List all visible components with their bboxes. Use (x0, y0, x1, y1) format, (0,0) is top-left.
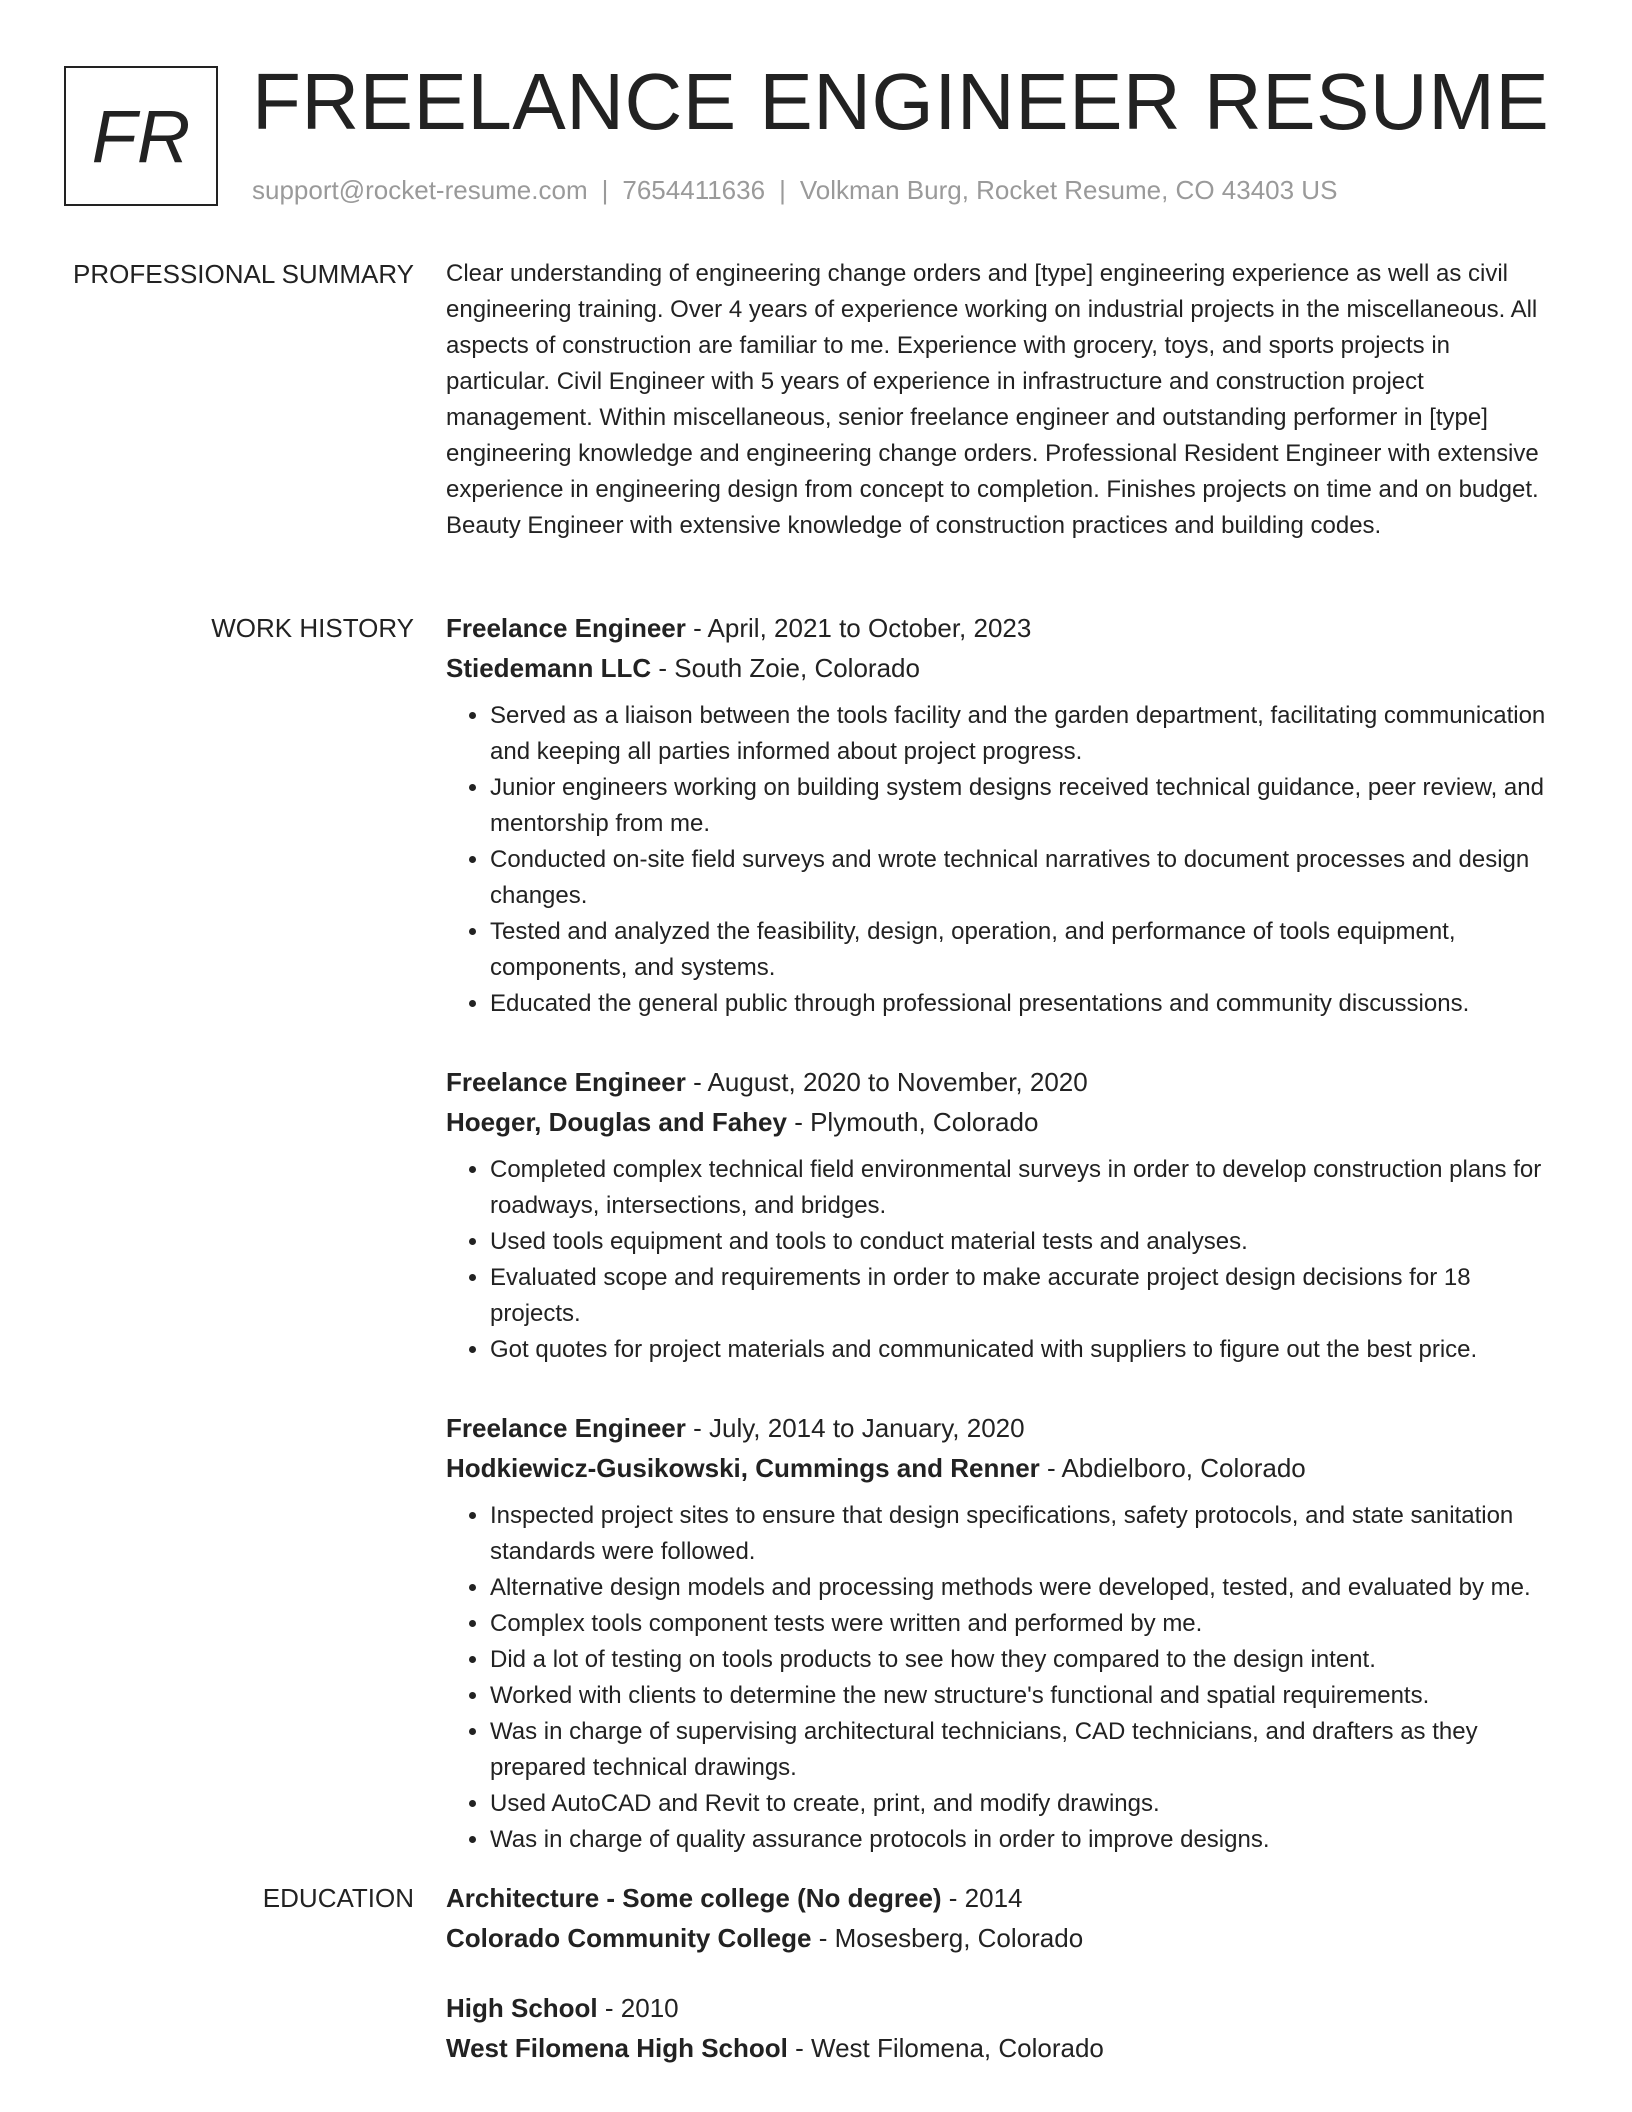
education-school: Colorado Community College (446, 1923, 812, 1953)
contact-phone[interactable]: 7654411636 (622, 175, 766, 205)
job-company: Stiedemann LLC (446, 653, 652, 683)
work-history-heading: WORK HISTORY (211, 613, 414, 643)
education-school: West Filomena High School (446, 2033, 788, 2063)
education-year: - 2014 (941, 1883, 1023, 1913)
job-location: - Abdielboro, Colorado (1039, 1453, 1306, 1483)
contact-address: Volkman Burg, Rocket Resume, CO 43403 US (799, 175, 1338, 205)
job-bullet: • Completed complex technical field environmental surveys in order to develop construction plans for roadways, intersections, and bridges. (490, 1152, 1566, 1224)
job-bullets (446, 1152, 1566, 1368)
job-bullet: • Evaluated scope and requirements in order to make accurate project design decisions for 18 projects. (490, 1260, 1566, 1332)
job-dates: - July, 2014 to January, 2020 (685, 1413, 1025, 1443)
job-entry (446, 1062, 1566, 1368)
job-title-line (446, 1408, 1566, 1448)
education-school-line (446, 2028, 1566, 2068)
job-bullet: • Was in charge of quality assurance protocols in order to improve designs. (490, 1822, 1566, 1858)
job-company: Hoeger, Douglas and Fahey (446, 1107, 787, 1137)
job-title-line (446, 1062, 1566, 1102)
resume-title: FREELANCE ENGINEER RESUME (252, 57, 1550, 146)
education-entry (446, 1988, 1566, 2068)
contact-line (252, 172, 1337, 208)
contact-separator: | (779, 175, 786, 205)
education-entry (446, 1878, 1566, 1958)
job-bullet: • Complex tools component tests were written and performed by me. (490, 1606, 1566, 1642)
monogram-logo (64, 66, 218, 206)
job-title-line (446, 608, 1566, 648)
job-dates: - August, 2020 to November, 2020 (685, 1067, 1088, 1097)
job-bullet: • Worked with clients to determine the new structure's functional and spatial requirements. (490, 1678, 1566, 1714)
education-degree-line (446, 1988, 1566, 2028)
job-bullet: • Educated the general public through professional presentations and community discussions. (490, 986, 1566, 1022)
job-title: Freelance Engineer (446, 1413, 686, 1443)
job-bullet: • Junior engineers working on building system designs received technical guidance, peer review, and mentorship from me. (490, 770, 1566, 842)
contact-separator: | (601, 175, 609, 205)
job-bullets (446, 1498, 1566, 1858)
job-bullet: • Used AutoCAD and Revit to create, print, and modify drawings. (490, 1786, 1566, 1822)
job-title: Freelance Engineer (446, 1067, 686, 1097)
job-bullet: • Got quotes for project materials and communicated with suppliers to figure out the best price. (490, 1332, 1566, 1368)
job-bullet: • Did a lot of testing on tools products to see how they compared to the design intent. (490, 1642, 1566, 1678)
job-bullet: • Tested and analyzed the feasibility, design, operation, and performance of tools equipment, components, and systems. (490, 914, 1566, 986)
monogram-text: FR (91, 94, 191, 178)
education-school-line (446, 1918, 1566, 1958)
job-company-line (446, 648, 1566, 688)
job-location: - Plymouth, Colorado (786, 1107, 1039, 1137)
job-location: - South Zoie, Colorado (651, 653, 920, 683)
education-degree-line (446, 1878, 1566, 1918)
job-company-line (446, 1102, 1566, 1142)
education-degree: High School (446, 1993, 598, 2023)
work-history-list (446, 608, 1566, 1898)
job-entry (446, 1408, 1566, 1858)
summary-text: Clear understanding of engineering change orders and [type] engineering experience as well as civil engineering training. Over 4 years of experience working on industrial projects in the miscellaneous. All aspects of construction are familiar to me. Experience with grocery, toys, and sports projects in particular. Civil Engineer with 5 years of experience in infrastructure and construction project management. Within miscellaneous, senior freelance engineer and outstanding performer in [type] engineering knowledge and engineering change orders. Professional Resident Engineer with extensive experience in engineering design from concept to completion. Finishes projects on time and on budget. Beauty Engineer with extensive knowledge of construction practices and building codes. (446, 260, 1539, 539)
summary-heading: PROFESSIONAL SUMMARY (73, 259, 414, 289)
education-year: - 2010 (597, 1993, 679, 2023)
job-bullet: • Alternative design models and processing methods were developed, tested, and evaluated by me. (490, 1570, 1566, 1606)
education-location: - West Filomena, Colorado (787, 2033, 1104, 2063)
job-entry (446, 608, 1566, 1022)
job-bullet: • Served as a liaison between the tools facility and the garden department, facilitating communication and keeping all parties informed about project progress. (490, 698, 1566, 770)
job-company-line (446, 1448, 1566, 1488)
education-heading: EDUCATION (262, 1883, 414, 1913)
job-bullet: • Was in charge of supervising architectural technicians, CAD technicians, and drafters as they prepared technical drawings. (490, 1714, 1566, 1786)
job-bullets (446, 698, 1566, 1022)
job-company: Hodkiewicz-Gusikowski, Cummings and Renner (446, 1453, 1040, 1483)
education-location: - Mosesberg, Colorado (811, 1923, 1084, 1953)
job-bullet: • Conducted on-site field surveys and wrote technical narratives to document processes and design changes. (490, 842, 1566, 914)
job-dates: - April, 2021 to October, 2023 (685, 613, 1032, 643)
education-list (446, 1878, 1566, 2098)
job-bullet: • Inspected project sites to ensure that design specifications, safety protocols, and state sanitation standards were followed. (490, 1498, 1566, 1570)
education-degree: Architecture - Some college (No degree) (446, 1883, 942, 1913)
contact-email[interactable]: support@rocket-resume.com (252, 175, 588, 205)
job-title: Freelance Engineer (446, 613, 686, 643)
job-bullet: • Used tools equipment and tools to conduct material tests and analyses. (490, 1224, 1566, 1260)
